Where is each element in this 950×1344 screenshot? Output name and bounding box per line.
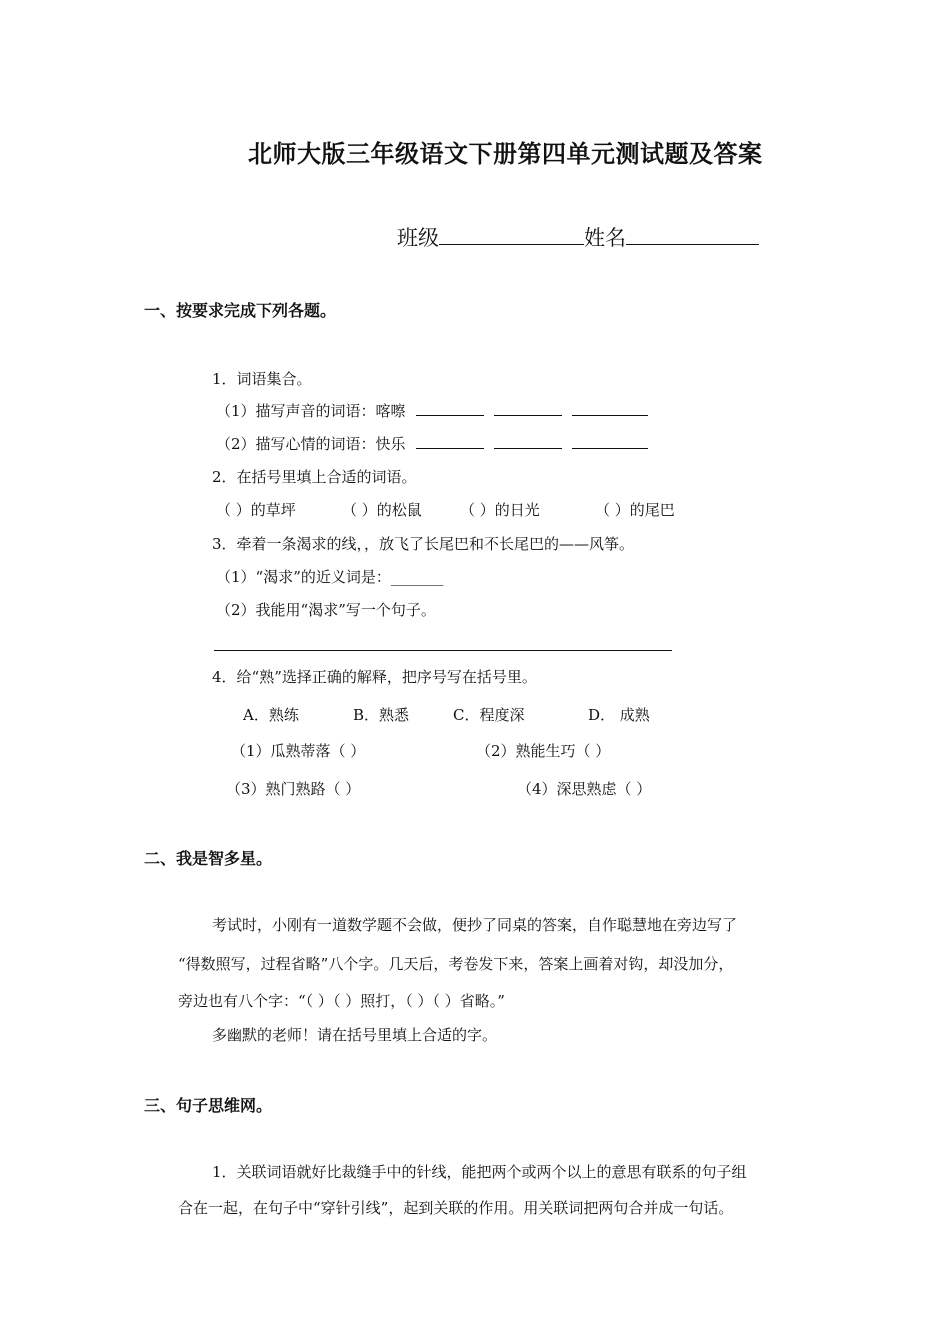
paragraph-line: 旁边也有八个字：“（ ）（ ）照打，（ ）（ ）省略。” xyxy=(178,992,505,1010)
q3-text: 3．牵着一条渴求的线，，放飞了长尾巴和不长尾巴的——风筝。 xyxy=(212,535,635,553)
answer-blank[interactable] xyxy=(572,434,648,449)
class-label: 班级 xyxy=(397,226,439,250)
name-blank[interactable] xyxy=(626,224,759,245)
q4-item: （1）瓜熟蒂落（ ） xyxy=(231,742,366,760)
q1b-row xyxy=(216,433,648,454)
q4-option: D． 成熟 xyxy=(588,706,650,724)
q2-item: （ ）的草坪 xyxy=(216,501,296,519)
q2-item: （ ）的尾巴 xyxy=(595,501,675,519)
answer-blank[interactable] xyxy=(416,401,484,416)
paragraph-line: “得数照写，过程省略”八个字。几天后，考卷发下来，答案上画着对钩，却没加分， xyxy=(178,955,734,973)
name-label: 姓名 xyxy=(584,226,626,250)
paragraph-line: 合在一起，在句子中“穿针引线”，起到关联的作用。用关联词把两句合并成一句话。 xyxy=(178,1199,734,1217)
q3b-text: （2）我能用“渴求”写一个句子。 xyxy=(216,601,436,619)
paragraph-line: 考试时，小刚有一道数学题不会做，便抄了同桌的答案，自作聪慧地在旁边写了 xyxy=(212,916,738,934)
section-1-heading: 一、按要求完成下列各题。 xyxy=(144,301,337,320)
q4-option: B．熟悉 xyxy=(353,706,410,724)
answer-blank[interactable] xyxy=(494,434,562,449)
q4-item: （4）深思熟虑（ ） xyxy=(517,780,652,798)
q4-text: 4．给“熟”选择正确的解释，把序号写在括号里。 xyxy=(212,668,537,686)
section-3-heading: 三、句子思维网。 xyxy=(144,1096,273,1115)
sentence-answer-line[interactable] xyxy=(214,650,672,651)
q1a-text: （1）描写声音的词语：喀嚓 xyxy=(216,402,406,420)
class-field xyxy=(397,222,759,252)
answer-blank[interactable] xyxy=(494,401,562,416)
answer-blank[interactable] xyxy=(416,434,484,449)
paragraph-line: 1．关联词语就好比裁缝手中的针线，能把两个或两个以上的意思有联系的句子组 xyxy=(212,1163,747,1181)
class-blank[interactable] xyxy=(439,224,584,245)
paragraph-line: 多幽默的老师！请在括号里填上合适的字。 xyxy=(212,1026,498,1044)
q4-option: A．熟练 xyxy=(243,706,299,724)
section-2-heading: 二、我是智多星。 xyxy=(144,849,273,868)
q4-item: （3）熟门熟路（ ） xyxy=(226,780,361,798)
q2-item: （ ）的松鼠 xyxy=(342,501,422,519)
answer-blank[interactable] xyxy=(572,401,648,416)
q1b-text: （2）描写心情的词语：快乐 xyxy=(216,435,406,453)
page-title: 北师大版三年级语文下册第四单元测试题及答案 xyxy=(248,140,763,168)
q2-item: （ ）的日光 xyxy=(460,501,540,519)
q1-text: 1．词语集合。 xyxy=(212,370,312,388)
q2-text: 2．在括号里填上合适的词语。 xyxy=(212,468,417,486)
q3a-text: （1）“渴求”的近义词是：_______ xyxy=(216,568,444,586)
q4-option: C．程度深 xyxy=(453,706,525,724)
q4-item: （2）熟能生巧（ ） xyxy=(476,742,611,760)
q1a-row xyxy=(216,400,648,421)
